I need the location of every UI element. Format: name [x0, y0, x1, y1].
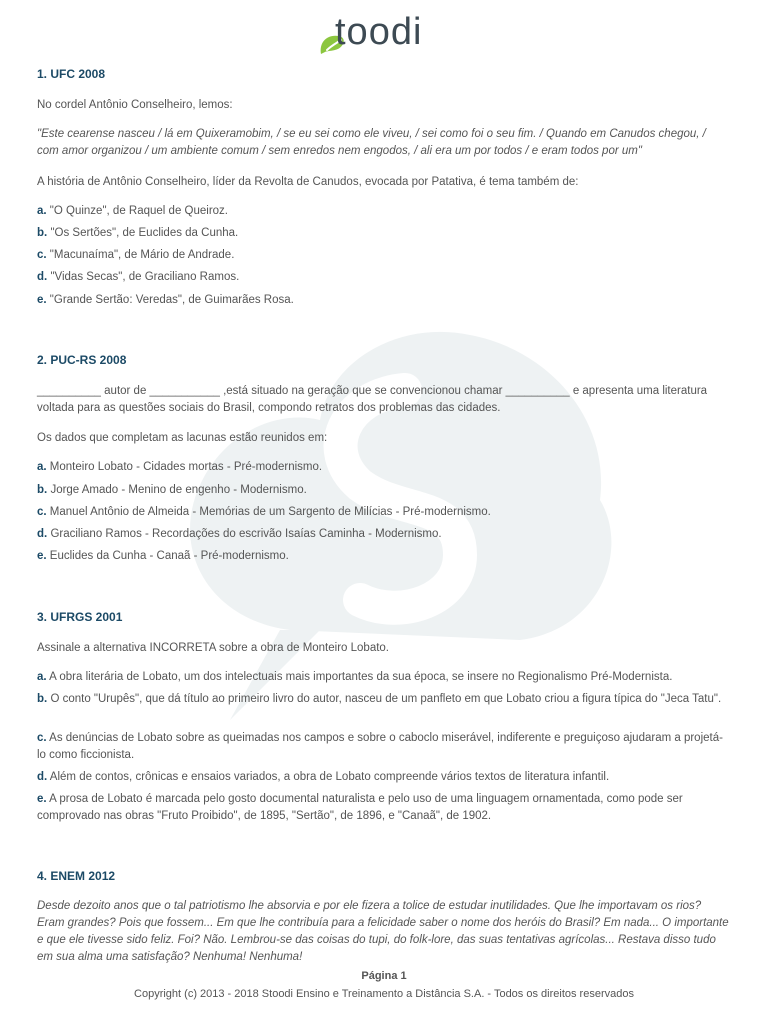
option-text: "Grande Sertão: Veredas", de Guimarães Rosa.: [49, 294, 294, 306]
question-2-option-b[interactable]: [37, 482, 729, 499]
question-2-statement: __________ autor de ___________ ,está situado na geração que se convencionou chamar __________ e apresenta uma literatura voltada para as questões sociais do Brasil, compondo retratos dos problemas das cidades.: [37, 385, 708, 414]
option-letter: e.: [37, 550, 47, 562]
question-1-intro: No cordel Antônio Conselheiro, lemos:: [37, 99, 233, 111]
option-letter: e.: [37, 793, 47, 805]
question-1-option-a[interactable]: [37, 203, 729, 220]
option-text: "Vidas Secas", de Graciliano Ramos.: [50, 271, 240, 283]
option-text: A obra literária de Lobato, um dos intelectuais mais importantes da sua época, se insere no Regionalismo Pré-Modernista.: [49, 671, 673, 683]
option-letter: b.: [37, 693, 48, 705]
question-1-title: 1. UFC 2008: [37, 67, 106, 81]
stoodi-logo: [319, 11, 449, 58]
option-text: As denúncias de Lobato sobre as queimadas nos campos e sobre o caboclo miserável, indiferente e preguiçoso ajudaram a projetá-lo como ficcionista.: [37, 732, 723, 761]
option-letter: c.: [37, 506, 47, 518]
question-1-prompt: A história de Antônio Conselheiro, líder da Revolta de Canudos, evocada por Patativa, é tema também de:: [37, 176, 579, 188]
question-2-option-e[interactable]: [37, 548, 729, 565]
question-1-option-e[interactable]: [37, 292, 729, 309]
option-letter: c.: [37, 732, 47, 744]
option-letter: a.: [37, 671, 47, 683]
option-letter: b.: [37, 227, 48, 239]
option-text: O conto "Urupês", que dá título ao primeiro livro do autor, nasceu de um panfleto em que Lobato criou a figura típica do "Jeca Tatu".: [50, 693, 722, 705]
question-4-quote: Desde dezoito anos que o tal patriotismo lhe absorvia e por ele fizera a tolice de estudar inutilidades. Que lhe importavam os rios? Eram grandes? Pois que fossem... Em que lhe contribuía para a felicidade saber o nome dos heróis do Brasil? Em nada... O importante e que ele tivesse sido feliz. Foi? Não. Lembrou-se das coisas do tupi, do folk-lore, das suas tentativas agrícolas... Restava disso tudo em sua alma uma satisfação? Nenhuma! Nenhuma!: [37, 900, 729, 963]
option-letter: d.: [37, 528, 48, 540]
logo-text: toodi: [335, 11, 423, 53]
option-letter: b.: [37, 484, 48, 496]
question-3-option-d[interactable]: [37, 769, 729, 786]
question-1-quote: "Este cearense nasceu / lá em Quixeramobim, / se eu sei como ele viveu, / sei como foi o seu fim. / Quando em Canudos chegou, / com amor organizou / um ambiente comum / sem enredos nem engodos, / ali era um por todos / e eram todos por um": [37, 128, 706, 157]
option-letter: e.: [37, 294, 47, 306]
option-text: "O Quinze", de Raquel de Queiroz.: [49, 205, 229, 217]
option-letter: d.: [37, 771, 48, 783]
question-2-option-d[interactable]: [37, 526, 729, 543]
question-3-option-e[interactable]: [37, 791, 729, 825]
question-3-option-b[interactable]: [37, 691, 729, 708]
question-3-prompt: Assinale a alternativa INCORRETA sobre a obra de Monteiro Lobato.: [37, 642, 389, 654]
option-text: Além de contos, crônicas e ensaios variados, a obra de Lobato compreende vários textos de literatura infantil.: [49, 771, 610, 783]
question-3-option-c[interactable]: [37, 730, 729, 764]
question-1-option-b[interactable]: [37, 225, 729, 242]
option-text: Manuel Antônio de Almeida - Memórias de um Sargento de Milícias - Pré-modernismo.: [49, 506, 491, 518]
option-letter: a.: [37, 205, 47, 217]
question-3-title: 3. UFRGS 2001: [37, 610, 123, 624]
question-2-option-c[interactable]: [37, 504, 729, 521]
question-1-option-d[interactable]: [37, 269, 729, 286]
copyright: Copyright (c) 2013 - 2018 Stoodi Ensino e Treinamento a Distância S.A. - Todos os direitos reservados: [134, 988, 634, 1000]
question-2-title: 2. PUC-RS 2008: [37, 353, 127, 367]
option-text: A prosa de Lobato é marcada pelo gosto documental naturalista e pelo uso de uma linguagem ornamentada, como pode ser comprovado nas obras "Fruto Proibido", de 1895, "Sertão", de 1896, e "Canaã", de 1902.: [37, 793, 683, 822]
option-text: "Macunaíma", de Mário de Andrade.: [49, 249, 235, 261]
option-letter: a.: [37, 461, 47, 473]
option-text: Graciliano Ramos - Recordações do escrivão Isaías Caminha - Modernismo.: [50, 528, 442, 540]
page-number: Página 1: [361, 970, 407, 982]
option-text: Jorge Amado - Menino de engenho - Modernismo.: [50, 484, 307, 496]
option-text: Monteiro Lobato - Cidades mortas - Pré-modernismo.: [49, 461, 323, 473]
question-2-prompt: Os dados que completam as lacunas estão reunidos em:: [37, 432, 328, 444]
option-text: Euclides da Cunha - Canaã - Pré-modernismo.: [49, 550, 289, 562]
question-2-option-a[interactable]: [37, 459, 729, 476]
option-text: "Os Sertões", de Euclides da Cunha.: [50, 227, 239, 239]
question-1-option-c[interactable]: [37, 247, 729, 264]
question-3-option-a[interactable]: [37, 669, 729, 686]
option-letter: c.: [37, 249, 47, 261]
option-letter: d.: [37, 271, 48, 283]
question-4-title: 4. ENEM 2012: [37, 869, 116, 883]
